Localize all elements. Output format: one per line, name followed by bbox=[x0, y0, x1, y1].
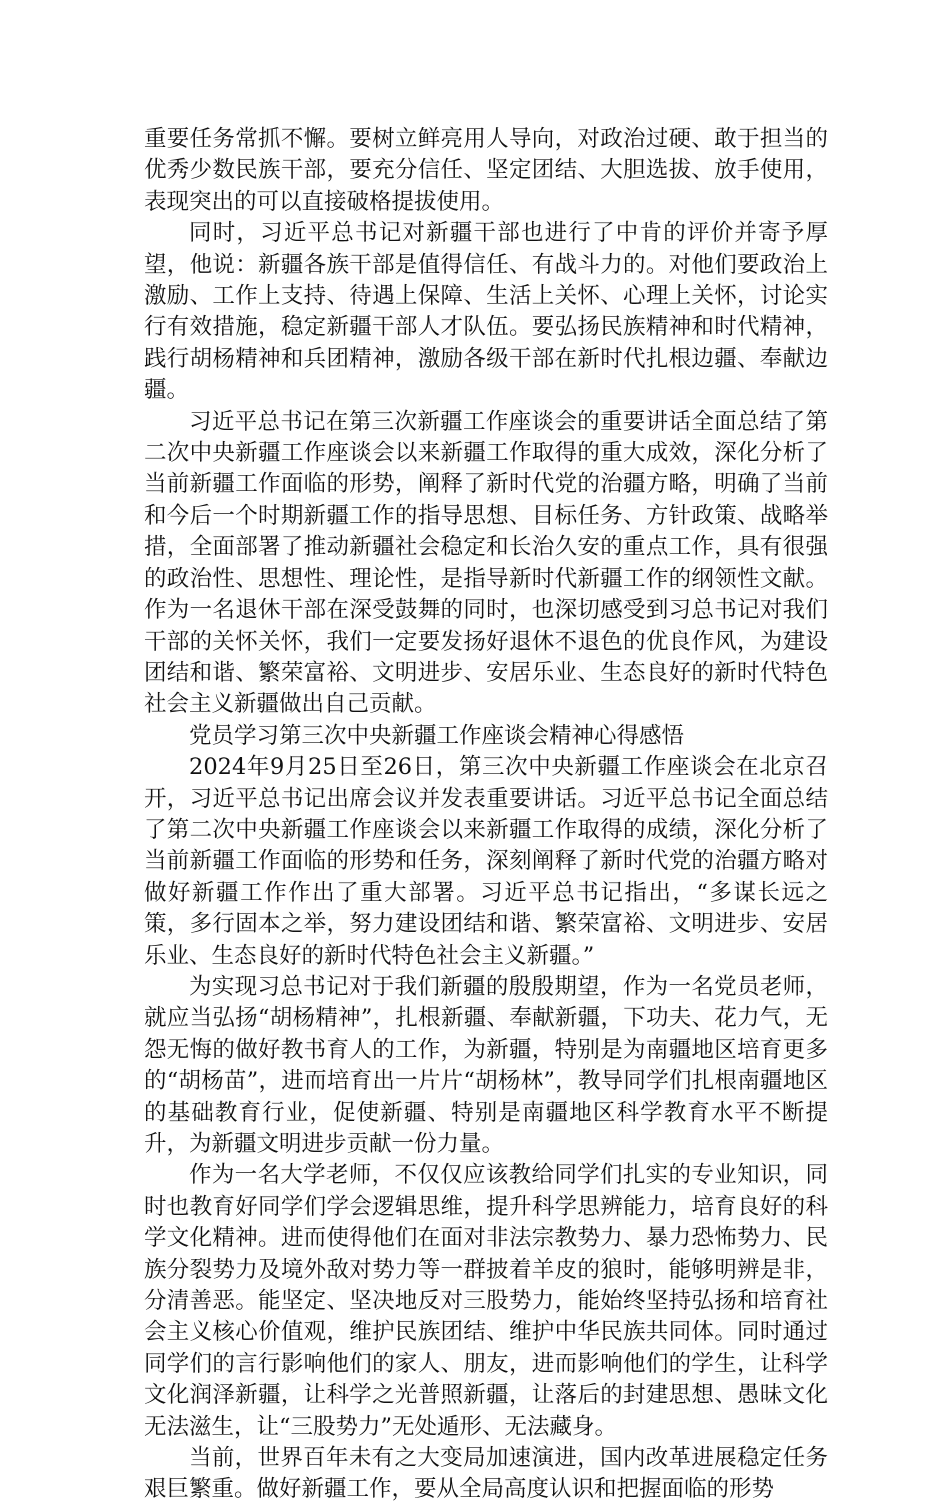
paragraph-6: 作为一名大学老师，不仅仅应该教给同学们扎实的专业知识，同时也教育好同学们学会逻辑思维，提升科学思辨能力，培育良好的科学文化精神。进而使得他们在面对非法宗教势力、暴力恐怖势力、民族分裂势力及境外敌对势力等一群披着羊皮的狼时，能够明辨是非，分清善恶。能坚定、坚决地反对三股势力，能始终坚持弘扬和培育社会主义核心价值观，维护民族团结、维护中华民族共同体。同时通过同学们的言行影响他们的家人、朋友，进而影响他们的学生，让科学文化润泽新疆，让科学之光普照新疆，让落后的封建思想、愚昧文化无法滋生，让“三股势力”无处遁形、无法藏身。 bbox=[144, 1162, 828, 1440]
paragraph-1: 重要任务常抓不懈。要树立鲜亮用人导向，对政治过硬、敢于担当的优秀少数民族干部，要充分信任、坚定团结、大胆选拔、放手使用，表现突出的可以直接破格提拔使用。 bbox=[144, 126, 828, 215]
paragraph-4: 2024年9月25日至26日，第三次中央新疆工作座谈会在北京召开，习近平总书记出席会议并发表重要讲话。习近平总书记全面总结了第二次中央新疆工作座谈会以来新疆工作取得的成绩，深化分析了当前新疆工作面临的形势和任务，深刻阐释了新时代党的治疆方略对做好新疆工作作出了重大部署。习近平总书记指出，“多谋长远之策，多行固本之举，努力建设团结和谐、繁荣富裕、文明进步、安居乐业、生态良好的新时代特色社会主义新疆。” bbox=[144, 754, 828, 969]
paragraph-5: 为实现习总书记对于我们新疆的殷殷期望，作为一名党员老师，就应当弘扬“胡杨精神”，扎根新疆、奉献新疆，下功夫、花力气，无怨无悔的做好教书育人的工作，为新疆，特别是为南疆地区培育更多的“胡杨苗”，进而培育出一片片“胡杨林”，教导同学们扎根南疆地区的基础教育行业，促使新疆、特别是南疆地区科学教育水平不断提升，为新疆文明进步贡献一份力量。 bbox=[144, 973, 828, 1157]
paragraph-3: 习近平总书记在第三次新疆工作座谈会的重要讲话全面总结了第二次中央新疆工作座谈会以来新疆工作取得的重大成效，深化分析了当前新疆工作面临的形势，阐释了新时代党的治疆方略，明确了当前和今后一个时期新疆工作的指导思想、目标任务、方针政策、战略举措，全面部署了推动新疆社会稳定和长治久安的重点工作，具有很强的政治性、思想性、理论性，是指导新时代新疆工作的纲领性文献。作为一名退休干部在深受鼓舞的同时，也深切感受到习总书记对我们干部的关怀关怀，我们一定要发扬好退休不退色的优良作风，为建设团结和谐、繁荣富裕、文明进步、安居乐业、生态良好的新时代特色社会主义新疆做出自己贡献。 bbox=[144, 408, 828, 718]
document-page bbox=[144, 124, 828, 1506]
paragraph-2: 同时，习近平总书记对新疆干部也进行了中肯的评价并寄予厚望，他说：新疆各族干部是值得信任、有战斗力的。对他们要政治上激励、工作上支持、待遇上保障、生活上关怀、心理上关怀，讨论实行有效措施，稳定新疆干部人才队伍。要弘扬民族精神和时代精神，践行胡杨精神和兵团精神，激励各级干部在新时代扎根边疆、奉献边疆。 bbox=[144, 220, 828, 404]
paragraph-7: 当前，世界百年未有之大变局加速演进，国内改革进展稳定任务艰巨繁重。做好新疆工作，要从全局高度认识和把握面临的形势 bbox=[144, 1445, 828, 1503]
section-title: 党员学习第三次中央新疆工作座谈会精神心得感悟 bbox=[189, 722, 685, 749]
